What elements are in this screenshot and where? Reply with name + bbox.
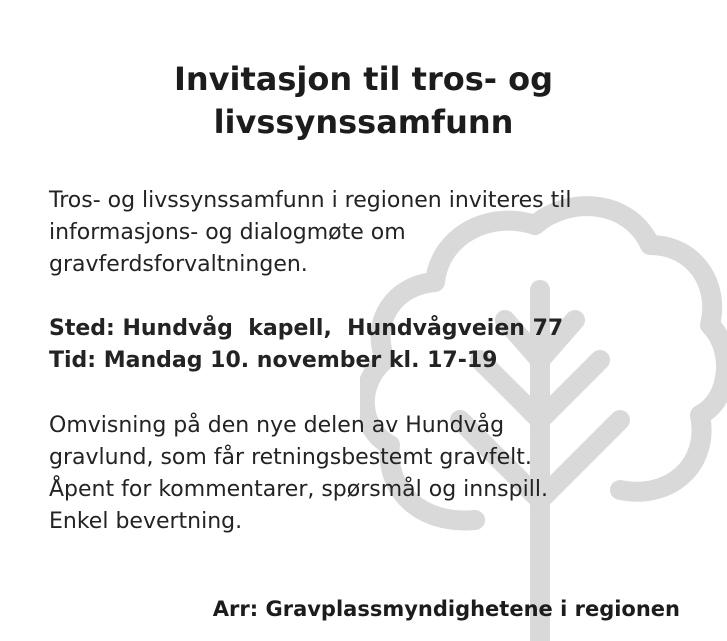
intro-line-2: informasjons- og dialogmøte om (49, 220, 406, 245)
page-title (0, 58, 727, 144)
intro-line-1: Tros- og livssynssamfunn i regionen inviteres til (49, 188, 572, 213)
organizer-footer: Arr: Gravplassmyndighetene i regionen (212, 597, 680, 621)
event-time: Tid: Mandag 10. november kl. 17-19 (49, 348, 498, 373)
tour-line-3: Åpent for kommentarer, spørsmål og innspill. (49, 477, 548, 502)
intro-line-3: gravferdsforvaltningen. (49, 252, 308, 277)
tour-line-1: Omvisning på den nye delen av Hundvåg (49, 413, 505, 438)
title-line-2: livssynssamfunn (213, 103, 514, 141)
event-details (49, 313, 689, 377)
tour-paragraph (49, 410, 689, 538)
title-line-1: Invitasjon til tros- og (173, 60, 554, 98)
tour-line-2: gravlund, som får retningsbestemt gravfelt. (49, 445, 532, 470)
event-place: Sted: Hundvåg kapell, Hundvågveien 77 (49, 316, 564, 341)
tour-line-4: Enkel bevertning. (49, 509, 243, 534)
intro-paragraph (49, 185, 689, 281)
